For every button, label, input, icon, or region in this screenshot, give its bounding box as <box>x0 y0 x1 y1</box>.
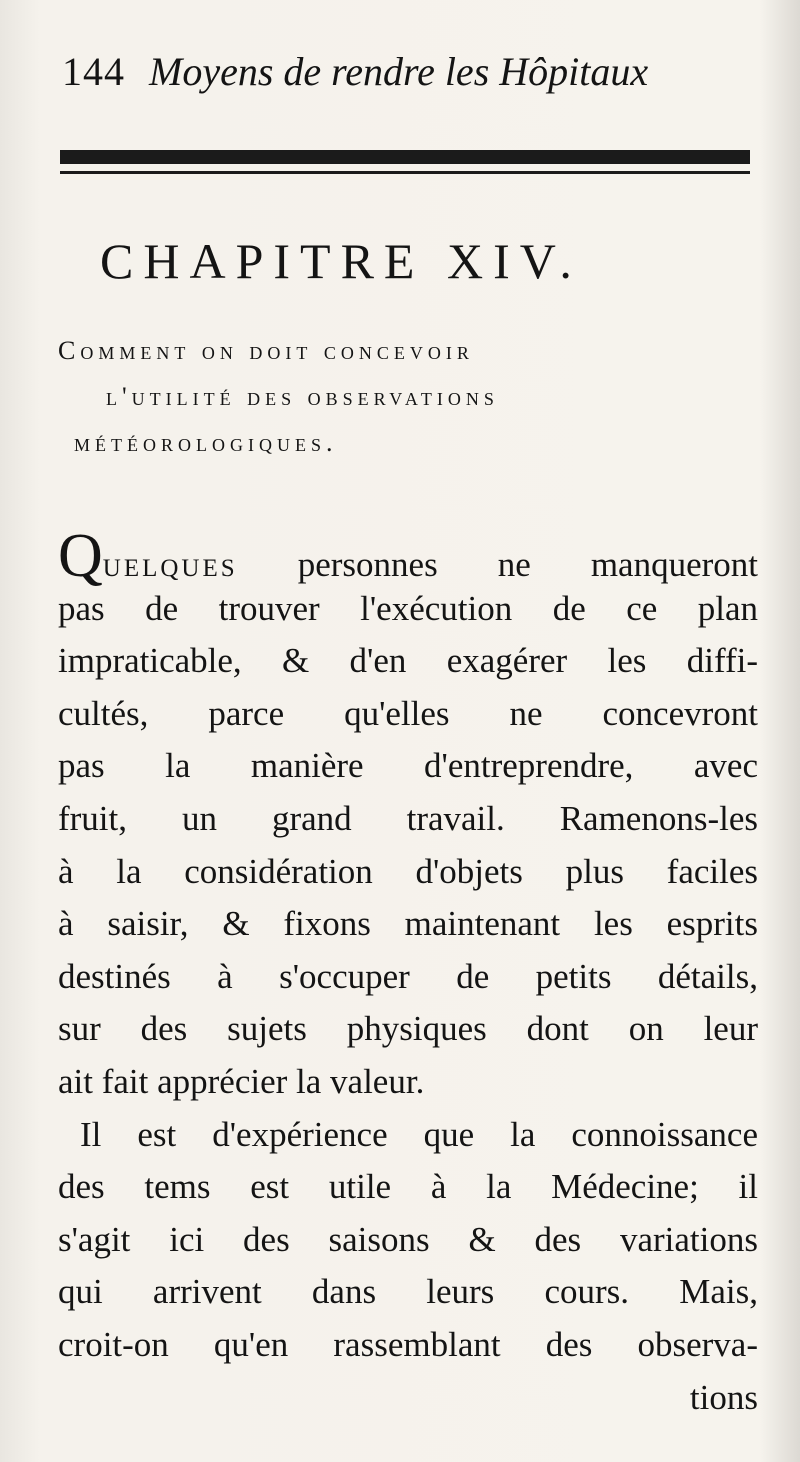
header-rule-thick <box>60 150 750 164</box>
catchword: tions <box>689 1377 758 1417</box>
page-number: 144 <box>62 49 125 94</box>
subtitle-line: l'utilité des observations <box>106 382 499 411</box>
text-line: impraticable, & d'en exagérer les diffi- <box>58 641 758 681</box>
text-line: s'agit ici des saisons & des variations <box>58 1219 758 1259</box>
text-line: qui arrivent dans leurs cours. Mais, <box>58 1272 758 1312</box>
text-line: fruit, un grand travail. Ramenons-les <box>58 798 758 838</box>
text-line: croit-on qu'en rassemblant des observa- <box>58 1324 758 1364</box>
text-line: ait fait apprécier la valeur. <box>58 1061 425 1101</box>
text-line: Il est d'expérience que la connoissance <box>80 1114 758 1154</box>
drop-cap: Q <box>58 522 103 590</box>
body-text <box>58 522 758 1424</box>
subtitle-line: Comment on doit concevoir <box>58 336 474 365</box>
chapter-title: CHAPITRE XIV. <box>100 233 582 289</box>
header-rule-thin <box>60 171 750 174</box>
lead-word: uelques <box>102 545 238 584</box>
text-line: sur des sujets physiques dont on leur <box>58 1009 758 1049</box>
text-line: à la considération d'objets plus faciles <box>58 851 758 891</box>
chapter-subtitle <box>58 328 760 466</box>
text-line <box>58 522 758 590</box>
text-line: destinés à s'occuper de petits détails, <box>58 956 758 996</box>
text-line: pas de trouver l'exécution de ce plan <box>58 588 758 628</box>
subtitle-line: météorologiques. <box>74 428 338 457</box>
running-head <box>62 48 762 108</box>
text-line-content: personnes ne manqueront <box>237 545 758 584</box>
text-line: des tems est utile à la Médecine; il <box>58 1167 758 1207</box>
running-title: Moyens de rendre les Hôpitaux <box>149 49 649 94</box>
text-line: cultés, parce qu'elles ne concevront <box>58 693 758 733</box>
text-line: à saisir, & fixons maintenant les esprits <box>58 904 758 944</box>
text-line: pas la manière d'entreprendre, avec <box>58 746 758 786</box>
